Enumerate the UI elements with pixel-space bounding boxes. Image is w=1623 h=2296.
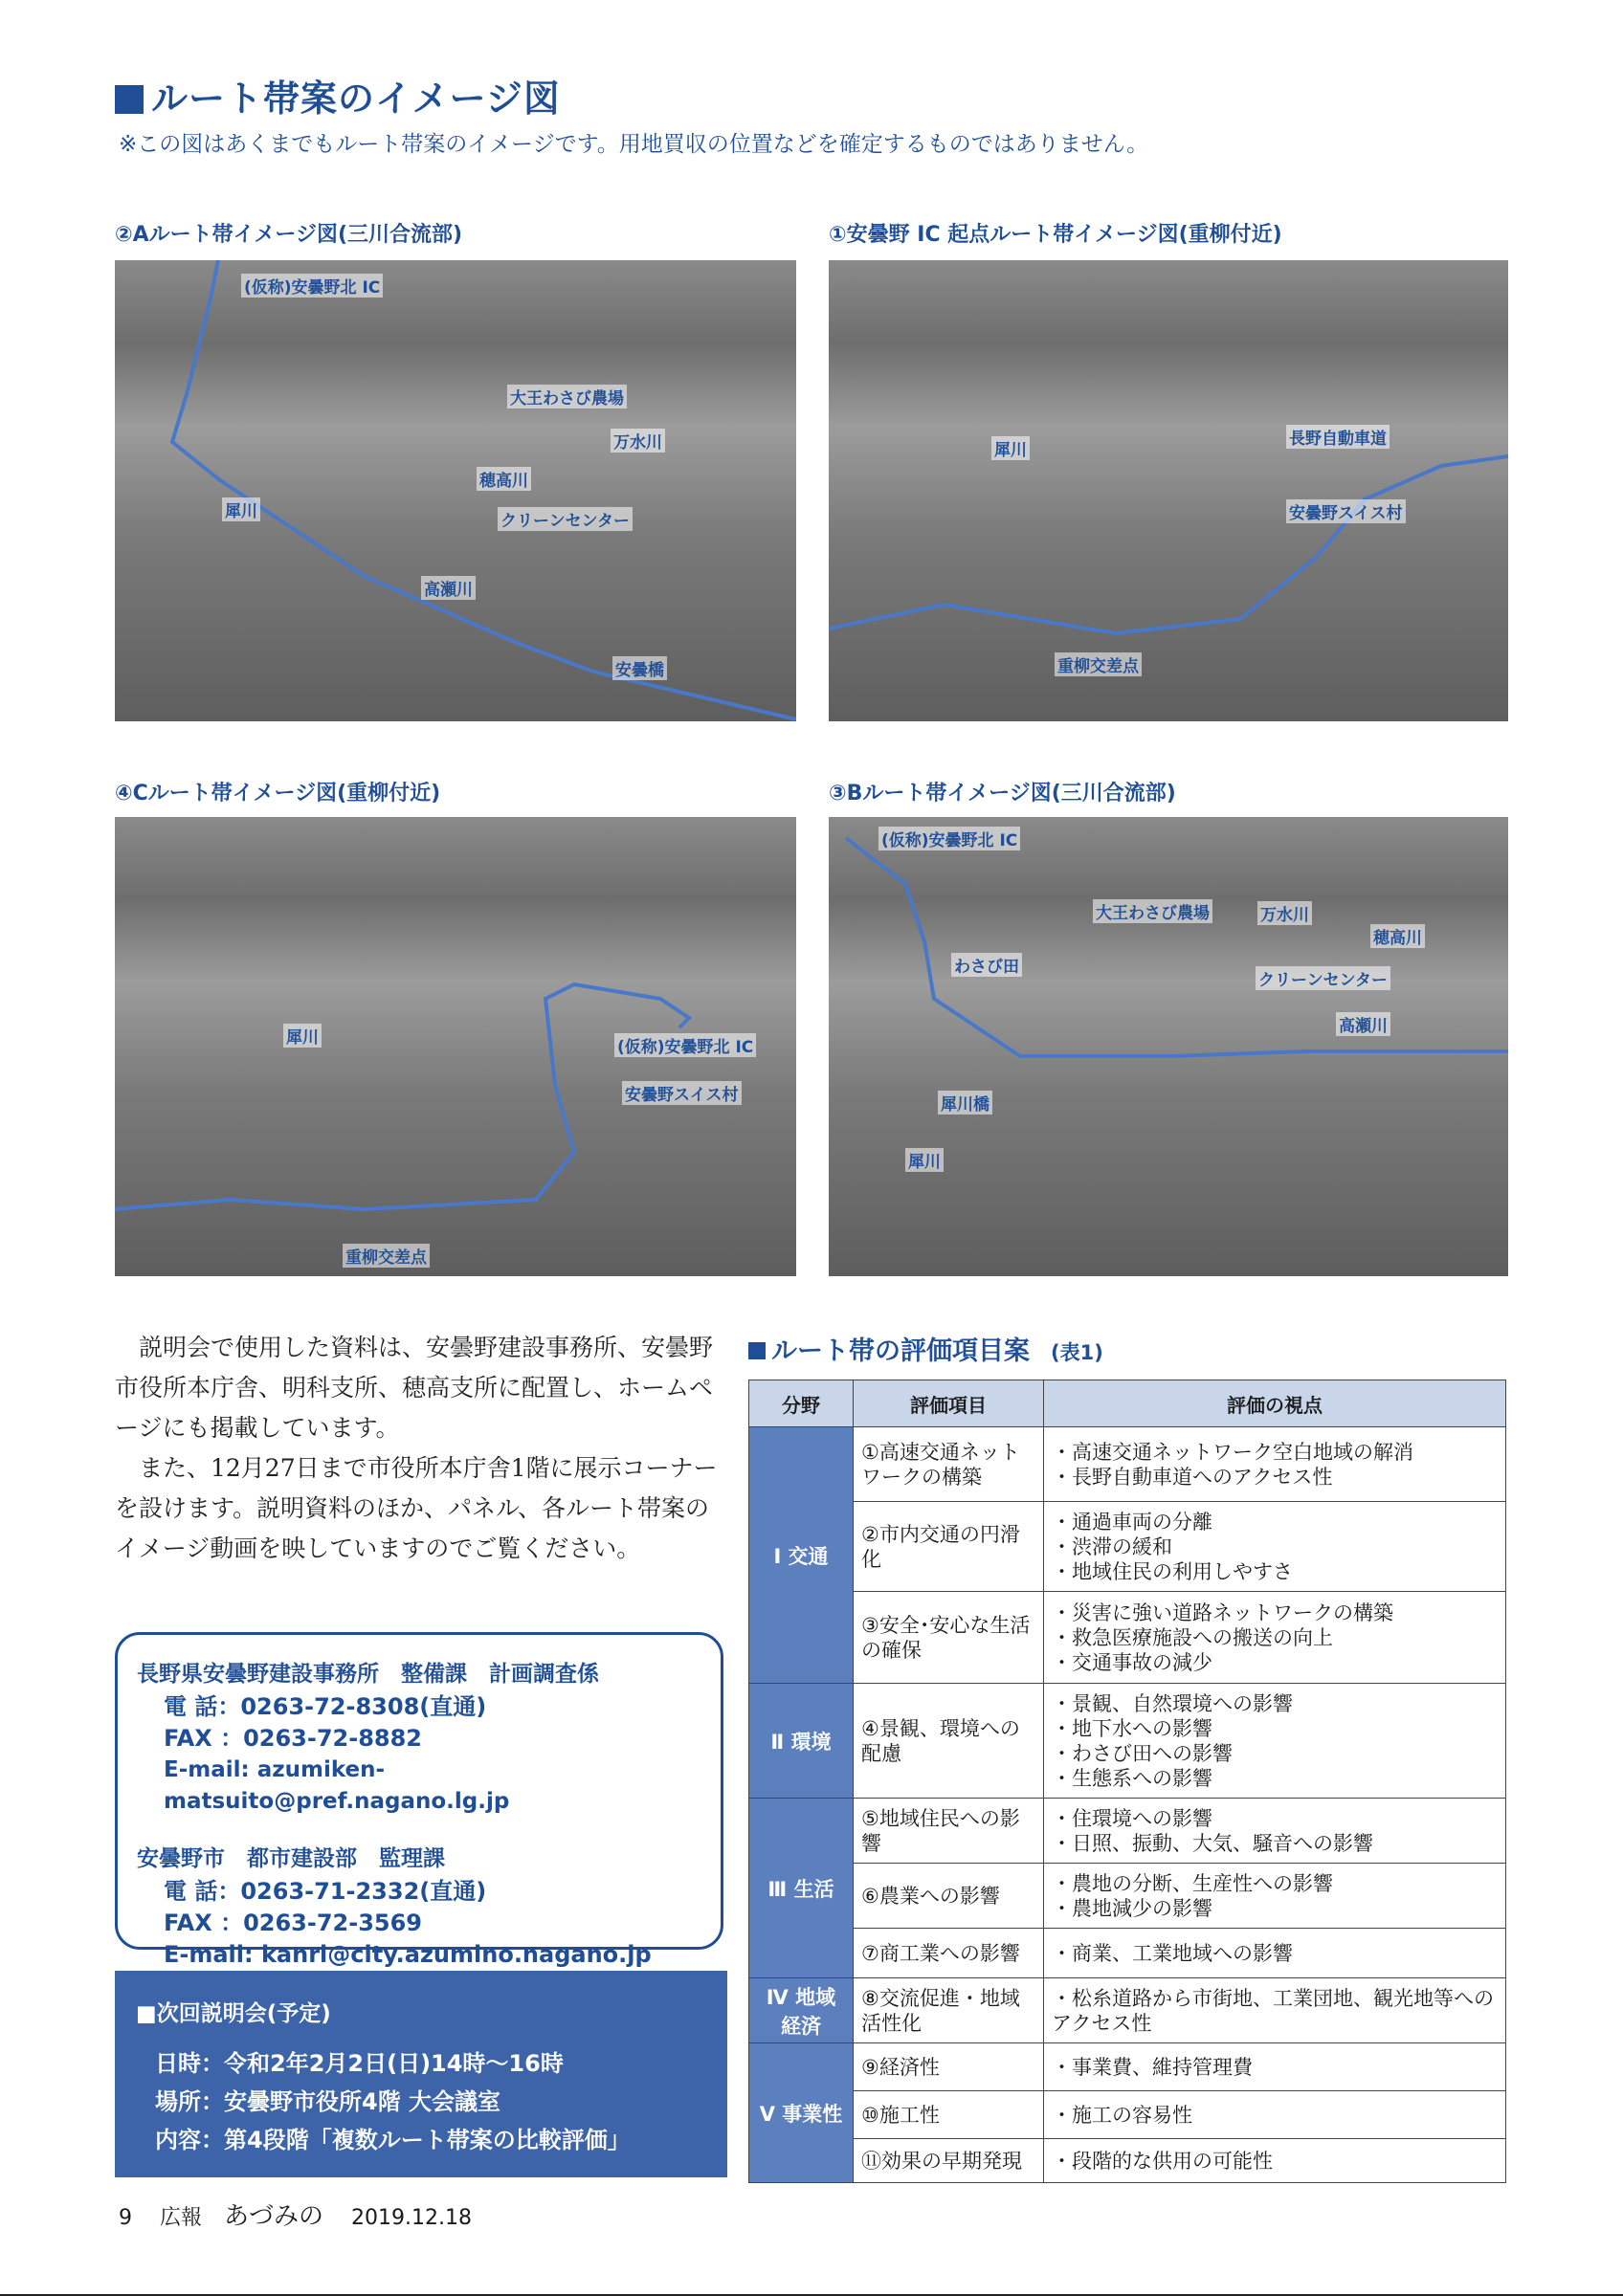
table-row: [749, 2091, 1506, 2139]
item-cell: ⑥農業への影響: [854, 1864, 1044, 1929]
meeting-date: 日時：令和2年2月2日(日)14時～16時: [155, 2050, 564, 2077]
label-azumino-kita-ic-c: (仮称)安曇野北 IC: [614, 1033, 756, 1057]
route-line-b: [829, 817, 1508, 1276]
view-cell: [1044, 1864, 1506, 1929]
view-line: ・通過車両の分離: [1052, 1510, 1212, 1534]
view-line: ・高速交通ネットワーク空白地域の解消: [1052, 1440, 1413, 1464]
header-item: 評価項目: [854, 1380, 1044, 1427]
publication-prefix: 広報: [160, 2206, 203, 2230]
view-line: ・住環境への影響: [1052, 1806, 1212, 1830]
table-row: [749, 1592, 1506, 1684]
contact-org-1: 長野県安曇野建設事務所 整備課 計画調査係: [137, 1662, 599, 1687]
view-line: ・長野自動車道へのアクセス性: [1052, 1465, 1333, 1489]
aerial-photo-route-b: [829, 817, 1508, 1276]
label-wasabi-farm-b: 大王わさび農場: [1093, 899, 1212, 923]
table-row: [749, 2043, 1506, 2091]
label-sai-river-1: 犀川: [991, 436, 1030, 460]
view-cell: [1044, 2043, 1506, 2091]
view-cell: [1044, 1799, 1506, 1864]
page-footer: [119, 2197, 472, 2232]
label-yorozusui-river: 万水川: [611, 429, 665, 453]
item-cell: ⑦商工業への影響: [854, 1929, 1044, 1978]
table-row: [749, 1929, 1506, 1978]
contact-fax-1: FAX ：0263-72-8882: [164, 1725, 422, 1752]
view-line: ・地下水への影響: [1052, 1716, 1212, 1740]
view-line: ・交通事故の減少: [1052, 1650, 1212, 1674]
label-hotaka-river: 穂高川: [477, 467, 531, 491]
item-cell: ②市内交通の円滑化: [854, 1502, 1044, 1592]
label-clean-center-b: クリーンセンター: [1256, 966, 1390, 990]
item-cell: ⑧交流促進・地域活性化: [854, 1978, 1044, 2043]
square-bullet-icon: [748, 1342, 766, 1359]
item-cell: ⑩施工性: [854, 2091, 1044, 2139]
contact-email-1[interactable]: E-mail: azumiken-matsuito@pref.nagano.lg.jp: [164, 1757, 510, 1814]
view-line: ・商業、工業地域への影響: [1052, 1941, 1293, 1965]
table-header-row: [749, 1380, 1506, 1427]
item-cell: ⑨経済性: [854, 2043, 1044, 2091]
body-paragraph-1: 説明会で使用した資料は、安曇野建設事務所、安曇野市役所本庁舎、明科支所、穂高支所に配置し、ホームページにも掲載しています。: [115, 1334, 714, 1442]
label-clean-center: クリーンセンター: [498, 507, 633, 531]
aerial-photo-route-a: [115, 260, 796, 721]
photo-caption-c: ④Cルート帯イメージ図(重柳付近): [115, 782, 441, 806]
route-line-a: [115, 260, 796, 721]
header-viewpoint: 評価の視点: [1044, 1380, 1506, 1427]
item-cell: ⑤地域住民への影響: [854, 1799, 1044, 1864]
view-cell: [1044, 2139, 1506, 2183]
view-line: ・救急医療施設への搬送の向上: [1052, 1625, 1333, 1649]
view-cell: [1044, 1502, 1506, 1592]
label-hotaka-river-b: 穂高川: [1370, 924, 1425, 948]
table-row: [749, 1427, 1506, 1502]
field-cell: Ⅳ 地域経済: [749, 1978, 854, 2043]
label-shigeyanagi-crossing-c: 重柳交差点: [343, 1244, 430, 1268]
field-cell: Ⅴ 事業性: [749, 2043, 854, 2183]
label-takase-river: 高瀬川: [421, 576, 476, 600]
view-line: ・生態系への影響: [1052, 1766, 1212, 1790]
photo-caption-b: ③Bルート帯イメージ図(三川合流部): [829, 782, 1176, 806]
label-nagano-expressway: 長野自動車道: [1286, 425, 1390, 449]
view-line: ・景観、自然環境への影響: [1052, 1691, 1293, 1715]
item-cell: ③安全･安心な生活の確保: [854, 1592, 1044, 1684]
label-swiss-village: 安曇野スイス村: [1286, 499, 1406, 523]
view-line: ・わさび田への影響: [1052, 1741, 1233, 1765]
label-sai-river-bridge: 犀川橋: [938, 1091, 992, 1115]
contact-fax-2: FAX ：0263-72-3569: [164, 1910, 422, 1936]
view-cell: [1044, 1978, 1506, 2043]
view-line: ・段階的な供用の可能性: [1052, 2149, 1273, 2173]
label-sai-river: 犀川: [222, 497, 260, 521]
header-field: 分野: [749, 1380, 854, 1427]
view-line: ・施工の容易性: [1052, 2103, 1192, 2127]
table-title-text: ルート帯の評価項目案: [771, 1336, 1030, 1366]
field-cell: Ⅰ 交通: [749, 1427, 854, 1684]
item-cell: ④景観、環境への配慮: [854, 1684, 1044, 1799]
item-cell: ⑪効果の早期発現: [854, 2139, 1044, 2183]
table-title: [748, 1330, 1103, 1367]
table-row: [749, 2139, 1506, 2183]
contact-tel-2: 電 話：0263-71-2332(直通): [164, 1878, 487, 1905]
view-cell: [1044, 1592, 1506, 1684]
square-bullet-icon: [115, 85, 144, 114]
body-paragraph-2: また、12月27日まで市役所本庁舎1階に展示コーナーを設けます。説明資料のほか、パネル、各ルート帯案のイメージ動画を映していますのでご覧ください。: [115, 1454, 718, 1562]
view-line: ・渋滞の緩和: [1052, 1534, 1172, 1558]
view-cell: [1044, 1929, 1506, 1978]
field-cell: Ⅱ 環境: [749, 1684, 854, 1799]
aerial-photo-azumino-ic: [829, 260, 1508, 721]
label-sai-river-b: 犀川: [905, 1148, 944, 1172]
meeting-title: ■次回説明会(予定): [136, 2001, 331, 2026]
label-sai-river-c: 犀川: [283, 1024, 322, 1048]
label-shigeyanagi-crossing: 重柳交差点: [1055, 652, 1142, 676]
label-yorozusui-river-b: 万水川: [1257, 901, 1312, 925]
contact-tel-1: 電 話：0263-72-8308(直通): [164, 1693, 487, 1720]
contact-org-2: 安曇野市 都市建設部 監理課: [137, 1846, 445, 1871]
publication-logo: あづみの: [224, 2202, 324, 2231]
table-row: [749, 1799, 1506, 1864]
meeting-content: 内容：第4段階「複数ルート帯案の比較評価」: [155, 2127, 631, 2153]
label-azumino-kita-ic: (仮称)安曇野北 IC: [241, 274, 383, 298]
contact-email-2[interactable]: E-mail: kanri@city.azumino.nagano.jp: [164, 1941, 652, 1968]
next-meeting-box: [115, 1971, 727, 2177]
page-heading-text: ルート帯案のイメージ図: [151, 77, 561, 120]
view-line: ・農地減少の影響: [1052, 1896, 1212, 1920]
photo-caption-1: ①安曇野 IC 起点ルート帯イメージ図(重柳付近): [829, 223, 1282, 247]
label-wasabi-field: わさび田: [951, 953, 1022, 977]
table-row: [749, 1684, 1506, 1799]
body-text: [115, 1328, 727, 1569]
view-line: ・地域住民の利用しやすさ: [1052, 1559, 1293, 1583]
aerial-photo-route-c: [115, 817, 796, 1276]
view-line: ・農地の分断、生産性への影響: [1052, 1871, 1333, 1895]
contact-box: [115, 1632, 723, 1968]
page-number: 9: [119, 2206, 132, 2230]
label-takase-river-b: 高瀬川: [1336, 1012, 1390, 1036]
view-line: ・松糸道路から市街地、工業団地、観光地等へのアクセス性: [1052, 1986, 1494, 2035]
table-row: [749, 1978, 1506, 2043]
label-swiss-village-c: 安曇野スイス村: [622, 1081, 742, 1105]
view-line: ・日照、振動、大気、騒音への影響: [1052, 1831, 1373, 1855]
label-azumino-kita-ic-b: (仮称)安曇野北 IC: [878, 827, 1020, 850]
route-line-1: [829, 260, 1508, 721]
table-row: [749, 1864, 1506, 1929]
view-cell: [1044, 2091, 1506, 2139]
view-cell: [1044, 1684, 1506, 1799]
view-cell: [1044, 1427, 1506, 1502]
item-cell: ①高速交通ネットワークの構築: [854, 1427, 1044, 1502]
view-line: ・事業費、維持管理費: [1052, 2055, 1253, 2079]
field-cell: Ⅲ 生活: [749, 1799, 854, 1978]
page-heading: [115, 69, 561, 121]
evaluation-table: [748, 1380, 1506, 2183]
view-line: ・災害に強い道路ネットワークの構築: [1052, 1601, 1393, 1624]
meeting-place: 場所：安曇野市役所4階 大会議室: [155, 2088, 501, 2115]
disclaimer-note: ※この図はあくまでもルート帯案のイメージです。用地買収の位置などを確定するものではありません。: [119, 132, 1149, 157]
issue-date: 2019.12.18: [351, 2206, 472, 2230]
table-number: (表1): [1051, 1341, 1103, 1364]
table-row: [749, 1502, 1506, 1592]
label-wasabi-farm: 大王わさび農場: [507, 385, 627, 408]
label-azumi-bridge: 安曇橋: [612, 656, 667, 680]
photo-caption-a: ②Aルート帯イメージ図(三川合流部): [115, 223, 463, 247]
